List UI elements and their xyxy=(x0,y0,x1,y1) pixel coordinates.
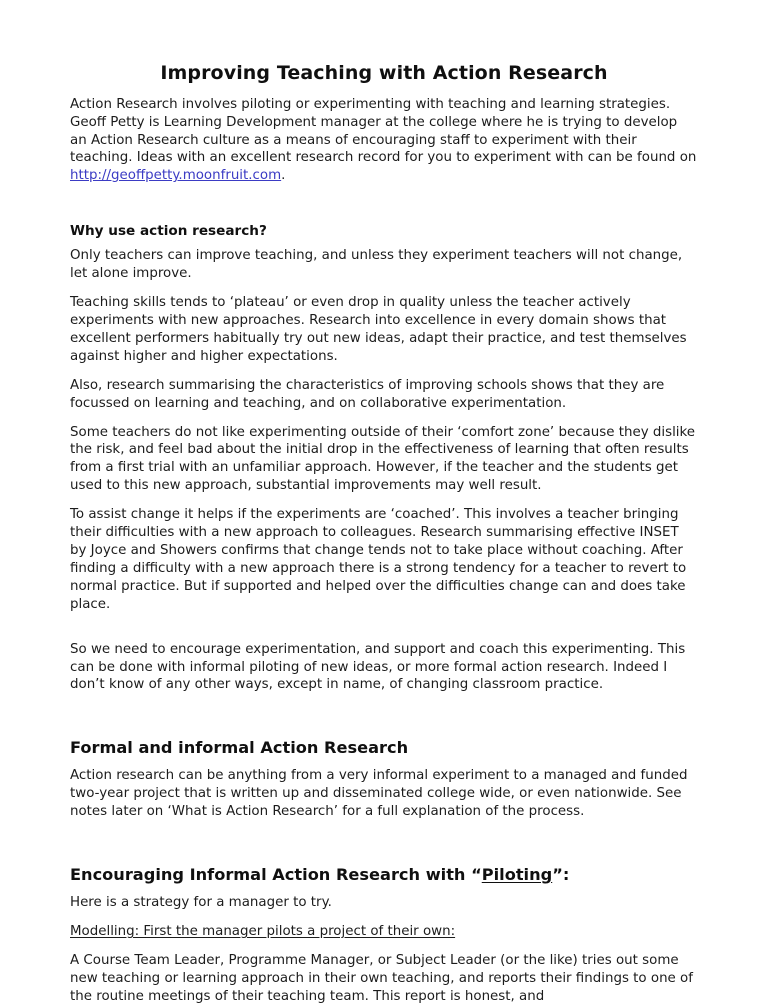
heading-prefix-text: Encouraging Informal Action Research with “ xyxy=(70,865,482,885)
heading-formal-and-informal-action-research: Formal and informal Action Research xyxy=(70,738,409,758)
paragraph-improving-schools: Also, research summarising the characteristics of improving schools shows that they are focussed on learning and teaching, and on collaborative experimentation. xyxy=(70,377,665,411)
section-spacer xyxy=(70,196,698,222)
paragraph-only-teachers: Only teachers can improve teaching, and unless they experiment teachers will not change, let alone improve. xyxy=(70,248,683,282)
paragraph-strategy-intro: Here is a strategy for a manager to try. xyxy=(70,895,332,911)
paragraph-encourage-experimentation: So we need to encourage experimentation, and support and coach this experimenting. This can be done with informal piloting of new ideas, or more formal action research. Indeed I don’t know of any other ways, except in name, of changing classroom practice. xyxy=(70,641,686,693)
section-spacer xyxy=(70,832,698,864)
paragraph-course-team-leader: A Course Team Leader, Programme Manager, or Subject Leader (or the like) tries out some new teaching or learning approach in their own teaching, and reports their findings to one of the routine meetings of their teaching team. This report is honest, and xyxy=(70,952,693,1004)
heading-suffix-text: ”: xyxy=(552,865,570,885)
heading-why-use-action-research: Why use action research? xyxy=(70,223,267,240)
intro-text-before-link: Action Research involves piloting or experimenting with teaching and learning strategies. Geoff Petty is Learning Development manager at the college where he is trying to develop an Action Research culture as a means of encouraging staff to experiment with their teaching. Ideas with an excellent research record for you to experiment with can be found on xyxy=(70,96,697,166)
subheading-modelling xyxy=(70,923,698,941)
subheading-modelling-text: Modelling: First the manager pilots a project of their own: xyxy=(70,923,456,939)
paragraph-coaching: To assist change it helps if the experiments are ‘coached’. This involves a teacher bringing their difficulties with a new approach to colleagues. Research summarising effective INSET by Joyce and Showers confirms that change tends not to take place without coaching. After finding a difficulty with a new approach there is a strong tendency for a teacher to revert to normal practice. But if supported and helped over the difficulties change can and does take place. xyxy=(70,507,687,612)
section-spacer xyxy=(70,705,698,737)
intro-text-after-link: . xyxy=(281,168,286,184)
paragraph-action-research-scope: Action research can be anything from a very informal experiment to a managed and funded two-year project that is written up and disseminated college wide, or even nationwide. See notes later on ‘What is Action Research’ for a full explanation of the process. xyxy=(70,768,688,820)
geoffpetty-website-link[interactable]: http://geoffpetty.moonfruit.com xyxy=(70,168,282,184)
paragraph-comfort-zone: Some teachers do not like experimenting outside of their ‘comfort zone’ because they dislike the risk, and feel bad about the initial drop in the effectiveness of learning that often results from a first trial with an unfamiliar approach. However, if the teacher and the students get used to this new approach, substantial improvements may well result. xyxy=(70,424,696,494)
paragraph-teaching-skills-plateau: Teaching skills tends to ‘plateau’ or even drop in quality unless the teacher actively experiments with new approaches. Research into excellence in every domain shows that excellent performers habitually try out new ideas, adapt their practice, and test themselves against higher and higher expectations. xyxy=(70,295,687,364)
heading-encouraging-informal-action-research xyxy=(70,864,698,885)
heading-piloting-underlined: Piloting xyxy=(481,865,553,885)
page-title: Improving Teaching with Action Research xyxy=(160,62,608,84)
intro-paragraph xyxy=(70,96,698,186)
paragraph-gap xyxy=(70,625,698,641)
